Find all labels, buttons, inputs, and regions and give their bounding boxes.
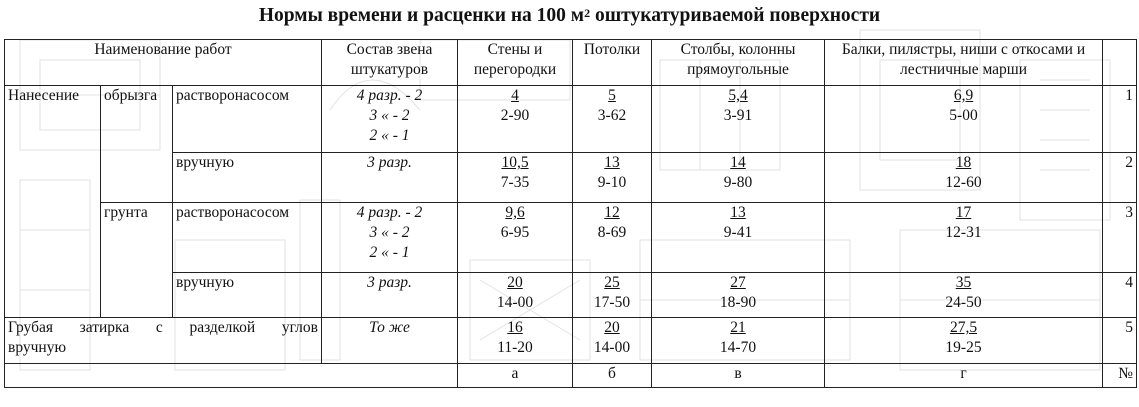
value-walls xyxy=(458,203,573,273)
price-rate: 14-00 xyxy=(496,294,534,311)
crew-cell xyxy=(322,203,458,273)
crew-line: 4 разр. - 2 xyxy=(356,204,423,221)
method-manual: вручную xyxy=(173,153,322,203)
layer-spatter: обрызга xyxy=(101,86,173,203)
value-ceilings xyxy=(573,203,652,273)
row-number: 2 xyxy=(1103,153,1137,203)
value-ceilings xyxy=(573,153,652,203)
time-norm: 13 xyxy=(730,204,746,221)
price-rate: 11-20 xyxy=(497,339,533,356)
crew-line: То же xyxy=(369,319,410,336)
header-work-name: Наименование работ xyxy=(5,40,322,86)
time-norm: 16 xyxy=(507,319,523,336)
price-rate: 7-35 xyxy=(500,174,530,191)
method-manual: вручную xyxy=(173,273,322,318)
time-norm: 14 xyxy=(730,154,746,171)
table-row xyxy=(5,318,1137,364)
footer-col-b: б xyxy=(573,364,652,388)
time-norm: 13 xyxy=(604,154,620,171)
time-norm: 27,5 xyxy=(949,319,978,336)
crew-line: 2 « - 1 xyxy=(369,127,410,144)
crew-line: 3 разр. xyxy=(367,154,412,171)
page-title xyxy=(0,4,1139,28)
price-rate: 2-90 xyxy=(500,107,530,124)
row-number: 3 xyxy=(1103,203,1137,273)
value-columns xyxy=(652,153,825,203)
value-walls xyxy=(458,273,573,318)
price-rate: 14-70 xyxy=(719,339,757,356)
work-application: Нанесение xyxy=(5,86,101,318)
norms-table xyxy=(4,39,1137,388)
layer-primer: грунта xyxy=(101,203,173,318)
row-number: 1 xyxy=(1103,86,1137,153)
price-rate: 6-95 xyxy=(500,224,530,241)
time-norm: 20 xyxy=(604,319,620,336)
price-rate: 12-31 xyxy=(945,224,982,241)
footer-empty xyxy=(5,364,458,388)
time-norm: 25 xyxy=(604,274,620,291)
time-norm: 18 xyxy=(955,154,972,171)
table-row xyxy=(5,273,1137,318)
value-walls xyxy=(458,153,573,203)
title-tail: оштукатуриваемой поверхности xyxy=(590,5,881,26)
title-superscript: 2 xyxy=(584,6,591,20)
price-rate: 3-91 xyxy=(723,107,753,124)
row-number: 5 xyxy=(1103,318,1137,364)
time-norm: 20 xyxy=(507,274,523,291)
value-beams xyxy=(825,318,1103,364)
crew-line: 4 разр. - 2 xyxy=(356,87,423,104)
crew-line: 2 « - 1 xyxy=(369,244,410,261)
method-pump: растворонасосом xyxy=(173,86,322,153)
time-norm: 12 xyxy=(604,204,620,221)
header-ceilings: Потолки xyxy=(573,40,652,86)
value-beams xyxy=(825,273,1103,318)
time-norm: 27 xyxy=(730,274,746,291)
value-ceilings xyxy=(573,273,652,318)
time-norm: 35 xyxy=(955,274,972,291)
price-rate: 19-25 xyxy=(945,339,982,356)
time-norm: 17 xyxy=(955,204,972,221)
footer-number-sign: № xyxy=(1103,364,1137,388)
value-beams xyxy=(825,86,1103,153)
price-rate: 9-41 xyxy=(723,224,753,241)
table-row xyxy=(5,153,1137,203)
table-row xyxy=(5,86,1137,153)
crew-line: 3 разр. xyxy=(367,274,412,291)
table-row xyxy=(5,203,1137,273)
value-columns xyxy=(652,203,825,273)
value-ceilings xyxy=(573,318,652,364)
price-rate: 14-00 xyxy=(593,339,631,356)
row-number: 4 xyxy=(1103,273,1137,318)
value-columns xyxy=(652,86,825,153)
value-columns xyxy=(652,273,825,318)
price-rate: 3-62 xyxy=(597,107,627,124)
crew-cell xyxy=(322,153,458,203)
time-norm: 5,4 xyxy=(728,87,748,104)
value-beams xyxy=(825,153,1103,203)
price-rate: 9-80 xyxy=(723,174,753,191)
table-footer-row xyxy=(5,364,1137,388)
time-norm: 21 xyxy=(730,319,746,336)
header-walls: Стены и перегородки xyxy=(458,40,573,86)
price-rate: 5-00 xyxy=(949,107,978,124)
price-rate: 9-10 xyxy=(597,174,627,191)
time-norm: 5 xyxy=(608,87,616,104)
table-header-row xyxy=(5,40,1137,86)
header-beams: Балки, пилястры, ниши с откосами и лестничные марши xyxy=(825,40,1103,86)
price-rate: 18-90 xyxy=(719,294,757,311)
time-norm: 6,9 xyxy=(953,87,974,104)
header-columns: Столбы, колонны прямоугольные xyxy=(652,40,825,86)
footer-col-d: г xyxy=(825,364,1103,388)
work-rough-float: Грубая затирка с разделкой углов вручную xyxy=(5,318,322,364)
crew-line: 3 « - 2 xyxy=(369,107,410,124)
price-rate: 17-50 xyxy=(593,294,631,311)
crew-cell xyxy=(322,273,458,318)
price-rate: 8-69 xyxy=(597,224,627,241)
price-rate: 24-50 xyxy=(945,294,982,311)
value-walls xyxy=(458,318,573,364)
method-pump: растворонасосом xyxy=(173,203,322,273)
header-crew: Состав звена штукатуров xyxy=(322,40,458,86)
header-number xyxy=(1103,40,1137,86)
value-ceilings xyxy=(573,86,652,153)
value-columns xyxy=(652,318,825,364)
title-main: Нормы времени и расценки на 100 м xyxy=(258,5,585,26)
time-norm: 9,6 xyxy=(505,204,525,221)
value-beams xyxy=(825,203,1103,273)
footer-col-c: в xyxy=(652,364,825,388)
time-norm: 10,5 xyxy=(501,154,529,171)
time-norm: 4 xyxy=(511,87,519,104)
crew-cell xyxy=(322,318,458,364)
price-rate: 12-60 xyxy=(945,174,982,191)
value-walls xyxy=(458,86,573,153)
footer-col-a: а xyxy=(458,364,573,388)
crew-line: 3 « - 2 xyxy=(369,224,410,241)
crew-cell xyxy=(322,86,458,153)
